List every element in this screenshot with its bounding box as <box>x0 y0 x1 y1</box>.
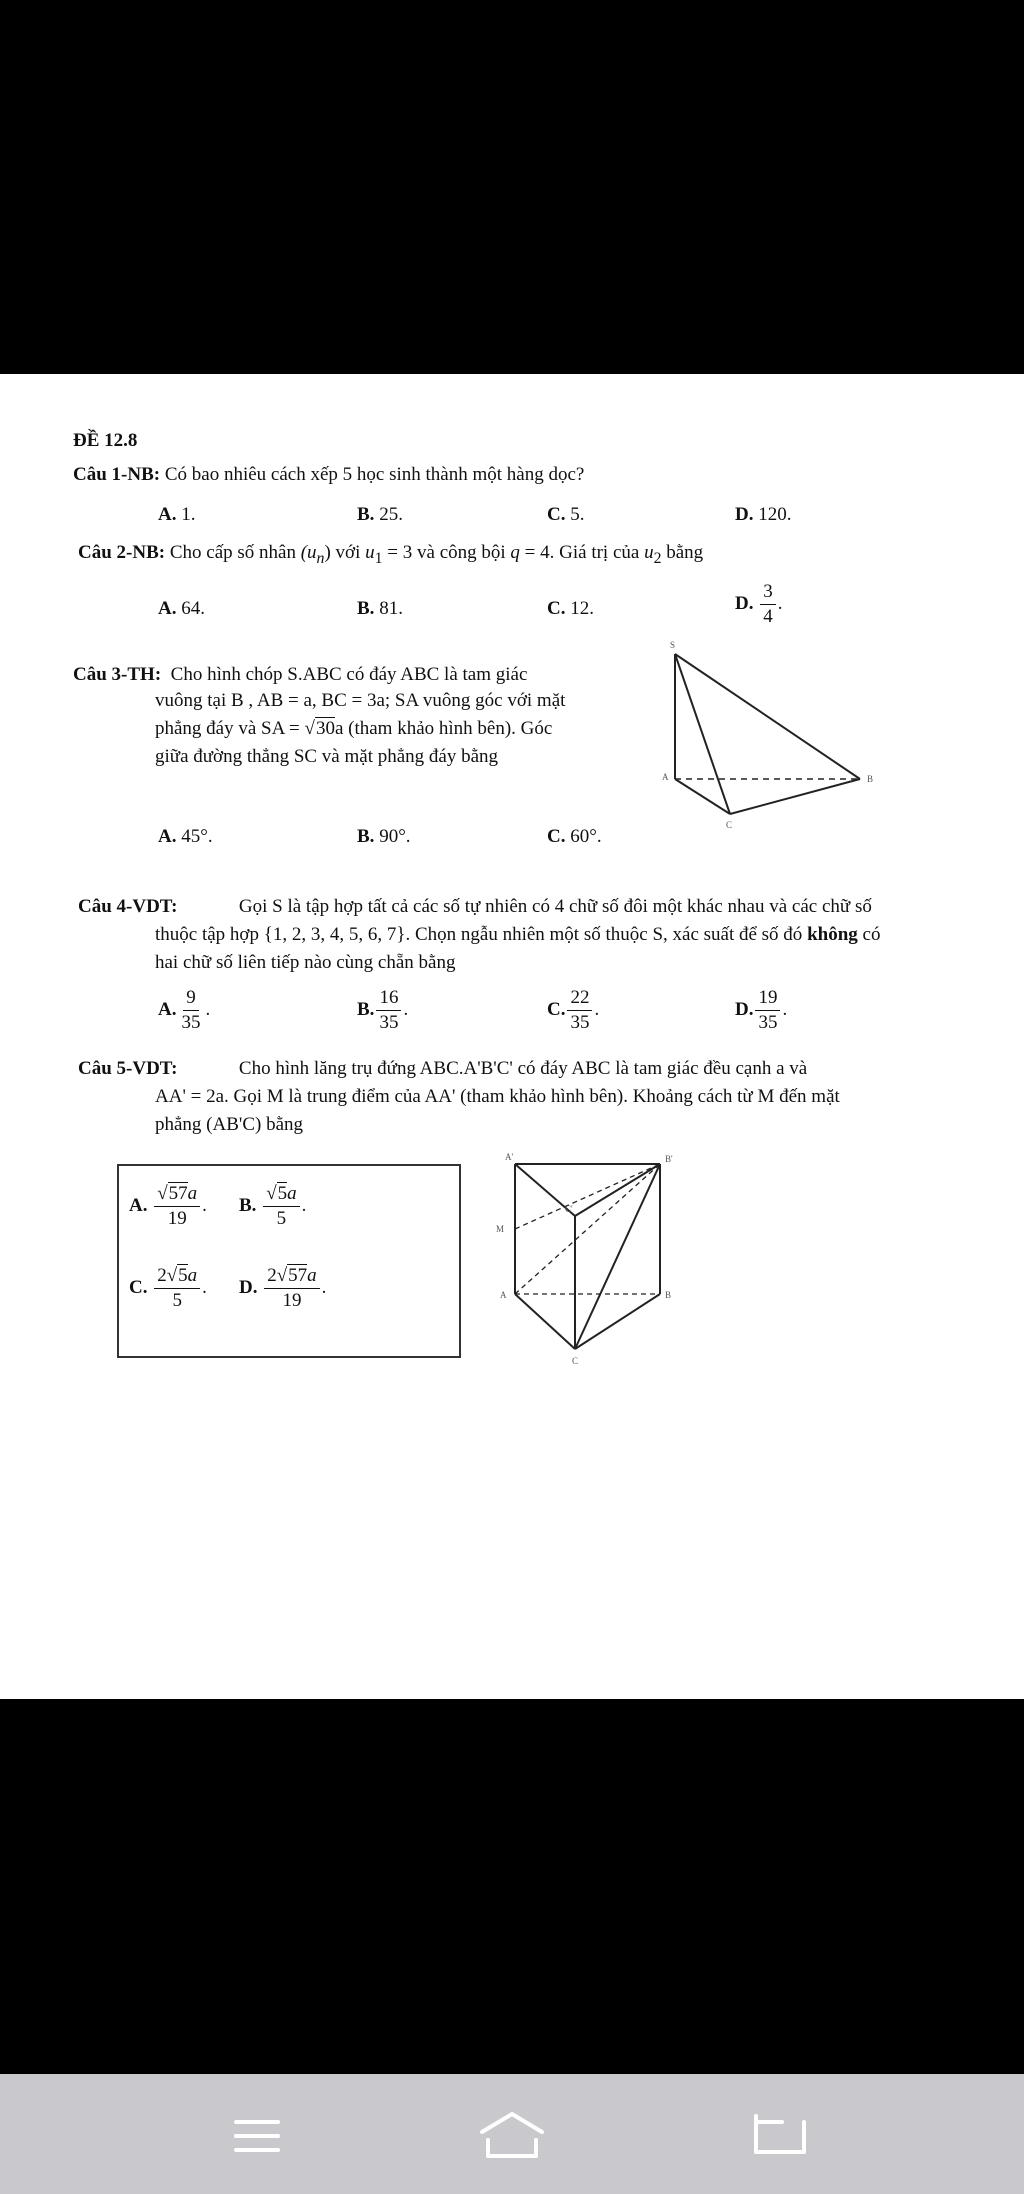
option-d: D. 120. <box>735 504 792 525</box>
navigation-bar <box>0 2074 1024 2194</box>
option-a: A. 1. <box>158 504 196 525</box>
vertex-c: C <box>572 1356 579 1366</box>
option-b: B. $\frac{√5a}{5}$ . <box>239 1183 307 1229</box>
question-2: Câu 2-NB: Cho cấp số nhân $(u_n)$ với $u_1 = 3$ và công bội q = 4. Giá trị của $u_2$ bằng <box>78 542 704 567</box>
option-c: C. $\frac{22}{35}$ . <box>547 987 600 1033</box>
option-d: D. $\frac{19}{35}$ . <box>735 987 788 1033</box>
question-text: hai chữ số liên tiếp nào cùng chẵn bằng <box>155 952 456 973</box>
question-5: Câu 5-VDT: Cho hình lăng trụ đứng ABC.A'B'C' có đáy ABC là tam giác đều cạnh a và <box>78 1058 808 1079</box>
option-d: D. $\frac{3}{4}$ . <box>735 581 783 627</box>
question-text: Có bao nhiêu cách xếp 5 học sinh thành một hàng dọc? <box>164 464 585 485</box>
prism-figure <box>496 1152 673 1374</box>
option-c: C. $\frac{2√5a}{5}$ . <box>129 1265 207 1311</box>
options-box <box>117 1164 461 1358</box>
question-text: phẳng đáy và SA = √30a (tham khảo hình bên). Góc <box>155 718 553 739</box>
option-b: B. 90°. <box>357 826 411 847</box>
vertex-s: S <box>670 640 676 650</box>
option-c: C. 5. <box>547 504 585 525</box>
option-a: A. 45°. <box>158 826 213 847</box>
question-text: giữa đường thẳng SC và mặt phẳng đáy bằng <box>155 746 499 767</box>
vertex-c1: C' <box>565 1204 573 1214</box>
vertex-b: B <box>665 1290 672 1300</box>
edge-ac <box>675 779 730 814</box>
edge-sc <box>675 654 730 814</box>
option-b: B. 81. <box>357 598 403 619</box>
option-d: D. $\frac{2√57a}{19}$ . <box>239 1265 327 1311</box>
vertex-m: M <box>496 1224 505 1234</box>
home-icon[interactable] <box>478 2110 546 2160</box>
vertex-b1: B' <box>665 1154 673 1164</box>
option-c: C. 12. <box>547 598 594 619</box>
back-icon[interactable] <box>752 2112 808 2158</box>
edge-mb1 <box>515 1164 660 1229</box>
vertex-b: B <box>867 774 874 784</box>
option-b: B. 25. <box>357 504 403 525</box>
question-label: Câu 1-NB: <box>73 464 161 485</box>
vertex-a: A <box>662 772 669 782</box>
pyramid-figure <box>660 640 890 830</box>
option-a: A. $\frac{9}{35}$ . <box>158 987 211 1033</box>
question-1 <box>73 464 584 486</box>
exam-page <box>0 374 1024 1699</box>
question-3: Câu 3-TH: Cho hình chóp S.ABC có đáy ABC là tam giác <box>73 664 528 685</box>
edge-sb <box>675 654 860 779</box>
question-text: vuông tại B , AB = a, BC = 3a; SA vuông góc với mặt <box>155 690 566 711</box>
menu-icon[interactable] <box>232 2116 282 2156</box>
vertex-c: C <box>726 820 733 830</box>
option-a: A. 64. <box>158 598 205 619</box>
option-a: A. $\frac{√57a}{19}$ . <box>129 1183 207 1229</box>
question-text: thuộc tập hợp {1, 2, 3, 4, 5, 6, 7}. Chọn ngẫu nhiên một số thuộc S, xác suất để số đó không có <box>155 924 881 945</box>
edge-bc <box>730 779 860 814</box>
edge-ac <box>515 1294 575 1349</box>
page-title: ĐỀ 12.8 <box>73 430 138 451</box>
option-c: C. 60°. <box>547 826 602 847</box>
option-b: B. $\frac{16}{35}$ . <box>357 987 409 1033</box>
vertex-a1: A' <box>505 1152 514 1162</box>
question-text: phẳng (AB'C) bằng <box>155 1114 304 1135</box>
vertex-a: A <box>500 1290 507 1300</box>
question-text: AA' = 2a. Gọi M là trung điểm của AA' (tham khảo hình bên). Khoảng cách từ M đến mặt <box>155 1086 840 1107</box>
question-4: Câu 4-VDT: Gọi S là tập hợp tất cả các số tự nhiên có 4 chữ số đôi một khác nhau và các chữ số <box>78 896 872 917</box>
